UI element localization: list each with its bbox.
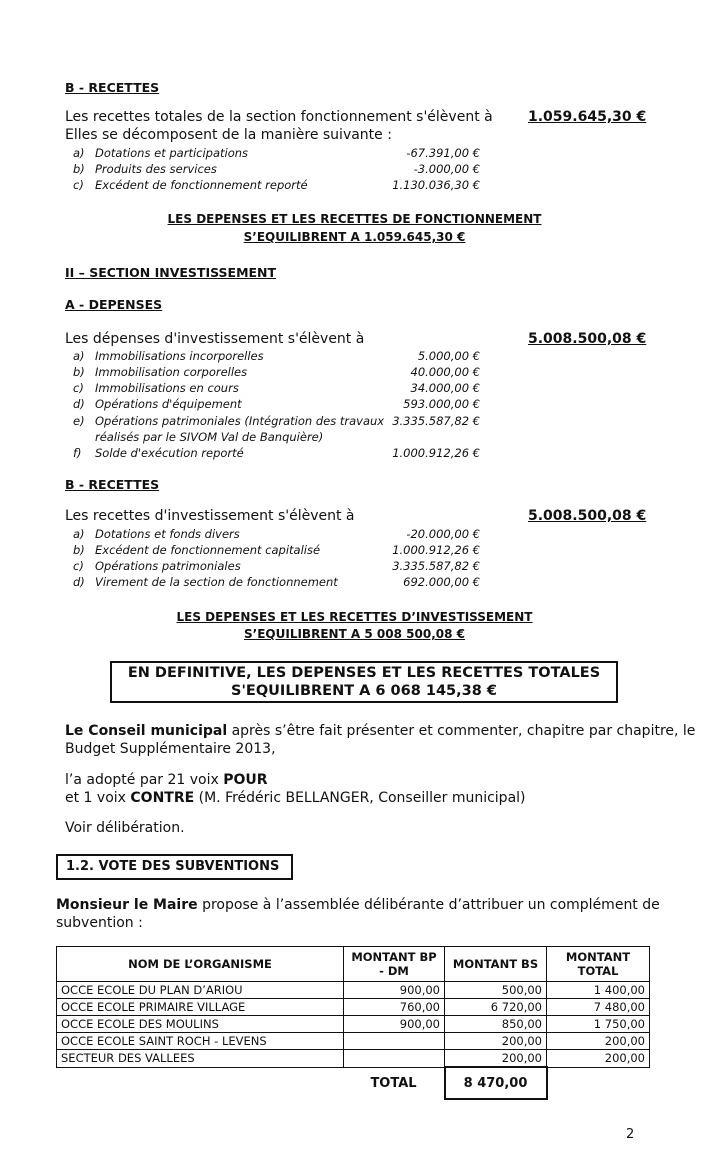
table-cell: 1 400,00	[547, 982, 650, 999]
page-number: 2	[626, 1127, 635, 1142]
table-cell: 760,00	[344, 999, 445, 1016]
table-cell	[344, 1050, 445, 1068]
list-item-amount: -67.391,00 €	[406, 146, 480, 160]
table-total-value: 8 470,00	[445, 1067, 547, 1099]
table-cell: SECTEUR DES VALLEES	[57, 1050, 344, 1068]
list-item-amount: 593.000,00 €	[403, 397, 480, 411]
list-item-letter: a)	[73, 349, 85, 363]
list-item-letter: a)	[73, 527, 85, 541]
table-cell: 200,00	[445, 1050, 547, 1068]
list-item-letter: e)	[73, 414, 85, 428]
table-cell: OCCE ECOLE DU PLAN D’ARIOU	[57, 982, 344, 999]
invest-equilibre-line1: LES DEPENSES ET LES RECETTES D’INVESTISSEMENT	[176, 610, 533, 624]
fonct-equilibre-line2: S’EQUILIBRENT A 1.059.645,30 €	[243, 230, 466, 244]
fonct-equilibre-line1: LES DEPENSES ET LES RECETTES DE FONCTIONNEMENT	[167, 212, 542, 226]
table-row	[57, 982, 650, 999]
table-cell	[344, 1033, 445, 1050]
list-item-label: Dotations et fonds divers	[95, 527, 240, 541]
list-item-amount: -3.000,00 €	[413, 162, 480, 176]
conseil-paragraph	[65, 723, 695, 739]
invest-equilibre-line2: S’EQUILIBRENT A 5 008 500,08 €	[244, 627, 465, 641]
table-row	[57, 1050, 650, 1068]
list-item-amount: 3.335.587,82 €	[392, 559, 480, 573]
conseil-text2: Budget Supplémentaire 2013,	[65, 741, 276, 757]
list-item-letter: d)	[73, 575, 85, 589]
table-cell: 200,00	[547, 1033, 650, 1050]
table-header: NOM DE L’ORGANISME	[57, 947, 344, 982]
list-item-letter: b)	[73, 365, 85, 379]
fonct-recettes-heading: B - RECETTES	[65, 80, 160, 95]
invest-section-heading: II – SECTION INVESTISSEMENT	[65, 265, 277, 280]
table-row	[57, 999, 650, 1016]
vote-pour-pre: l’a adopté par 21 voix	[65, 772, 224, 788]
subventions-table	[56, 946, 650, 1100]
table-cell: 850,00	[445, 1016, 547, 1033]
invest-recettes-heading: B - RECETTES	[65, 477, 160, 492]
table-cell: OCCE ECOLE DES MOULINS	[57, 1016, 344, 1033]
list-item-label: Opérations patrimoniales (Intégration des travaux	[95, 414, 385, 428]
table-cell: 1 750,00	[547, 1016, 650, 1033]
list-item-amount: 1.000.912,26 €	[392, 543, 480, 557]
list-item-letter: b)	[73, 162, 85, 176]
list-item-label: Immobilisation corporelles	[95, 365, 248, 379]
vote-pour-bold: POUR	[223, 772, 268, 788]
fonct-recettes-total-amount: 1.059.645,30 €	[528, 109, 647, 125]
invest-depenses-total-label: Les dépenses d'investissement s'élèvent à	[65, 331, 365, 347]
list-item-amount: 40.000,00 €	[410, 365, 480, 379]
invest-recettes-total-amount: 5.008.500,08 €	[528, 508, 647, 524]
table-cell: 900,00	[344, 982, 445, 999]
invest-depenses-heading: A - DEPENSES	[65, 297, 163, 312]
list-item-label-continued: réalisés par le SIVOM Val de Banquière)	[95, 430, 324, 444]
subventions-intro-text1: propose à l’assemblée délibérante d’attribuer un complément de	[197, 897, 660, 913]
invest-recettes-total-label: Les recettes d'investissement s'élèvent à	[65, 508, 355, 524]
list-item-letter: c)	[73, 559, 84, 573]
list-item-label: Excédent de fonctionnement reporté	[95, 178, 308, 192]
table-cell: 500,00	[445, 982, 547, 999]
table-cell: OCCE ECOLE SAINT ROCH - LEVENS	[57, 1033, 344, 1050]
table-cell: 200,00	[547, 1050, 650, 1068]
table-cell: 200,00	[445, 1033, 547, 1050]
list-item-letter: c)	[73, 178, 84, 192]
list-item-letter: c)	[73, 381, 84, 395]
table-total-row	[57, 1067, 650, 1099]
table-row	[57, 1033, 650, 1050]
list-item-letter: f)	[73, 446, 82, 460]
table-header: MONTANT BS	[445, 947, 547, 982]
list-item-letter: b)	[73, 543, 85, 557]
table-header: MONTANT BP - DM	[344, 947, 445, 982]
subventions-intro-bold: Monsieur le Maire	[56, 897, 198, 913]
subventions-intro	[56, 897, 660, 913]
list-item-label: Opérations d'équipement	[95, 397, 242, 411]
list-item-amount: 1.130.036,30 €	[392, 178, 480, 192]
list-item-amount: 3.335.587,82 €	[392, 414, 480, 428]
list-item-label: Virement de la section de fonctionnement	[95, 575, 338, 589]
table-cell: OCCE ECOLE PRIMAIRE VILLAGE	[57, 999, 344, 1016]
subventions-heading-box	[56, 854, 293, 880]
list-item-label: Excédent de fonctionnement capitalisé	[95, 543, 321, 557]
table-total-label: TOTAL	[370, 1075, 417, 1091]
table-row	[57, 1016, 650, 1033]
fonct-recettes-total-label: Les recettes totales de la section fonctionnement s'élèvent à	[65, 109, 493, 125]
definitive-box	[110, 661, 618, 703]
definitive-line1: EN DEFINITIVE, LES DEPENSES ET LES RECETTES TOTALES	[127, 665, 601, 681]
invest-depenses-total-amount: 5.008.500,08 €	[528, 331, 647, 347]
definitive-line2: S'EQUILIBRENT A 6 068 145,38 €	[231, 683, 497, 699]
list-item-label: Immobilisations incorporelles	[95, 349, 264, 363]
table-cell: 900,00	[344, 1016, 445, 1033]
vote-contre-line	[65, 790, 526, 806]
vote-pour-line	[65, 772, 268, 788]
vote-contre-post: (M. Frédéric BELLANGER, Conseiller municipal)	[194, 790, 526, 806]
subventions-intro-text2: subvention :	[56, 915, 143, 931]
vote-contre-pre: et 1 voix	[65, 790, 131, 806]
table-cell: 7 480,00	[547, 999, 650, 1016]
list-item-amount: 1.000.912,26 €	[392, 446, 480, 460]
conseil-bold: Le Conseil municipal	[65, 723, 228, 739]
list-item-label: Produits des services	[95, 162, 217, 176]
vote-contre-bold: CONTRE	[130, 790, 195, 806]
subventions-heading: 1.2. VOTE DES SUBVENTIONS	[66, 859, 280, 874]
table-header: MONTANT TOTAL	[547, 947, 650, 982]
list-item-letter: d)	[73, 397, 85, 411]
table-cell: 6 720,00	[445, 999, 547, 1016]
list-item-amount: 34.000,00 €	[410, 381, 480, 395]
list-item-amount: 5.000,00 €	[417, 349, 480, 363]
list-item-label: Solde d'exécution reporté	[95, 446, 244, 460]
list-item-letter: a)	[73, 146, 85, 160]
list-item-label: Dotations et participations	[95, 146, 249, 160]
table-header-row	[57, 947, 650, 982]
list-item-label: Immobilisations en cours	[95, 381, 239, 395]
list-item-label: Opérations patrimoniales	[95, 559, 241, 573]
conseil-text1: après s’être fait présenter et commenter, chapitre par chapitre, le	[227, 723, 696, 739]
voir-deliberation: Voir délibération.	[65, 820, 185, 836]
list-item-amount: 692.000,00 €	[403, 575, 480, 589]
fonct-decomp-text: Elles se décomposent de la manière suivante :	[65, 127, 392, 143]
list-item-amount: -20.000,00 €	[406, 527, 480, 541]
